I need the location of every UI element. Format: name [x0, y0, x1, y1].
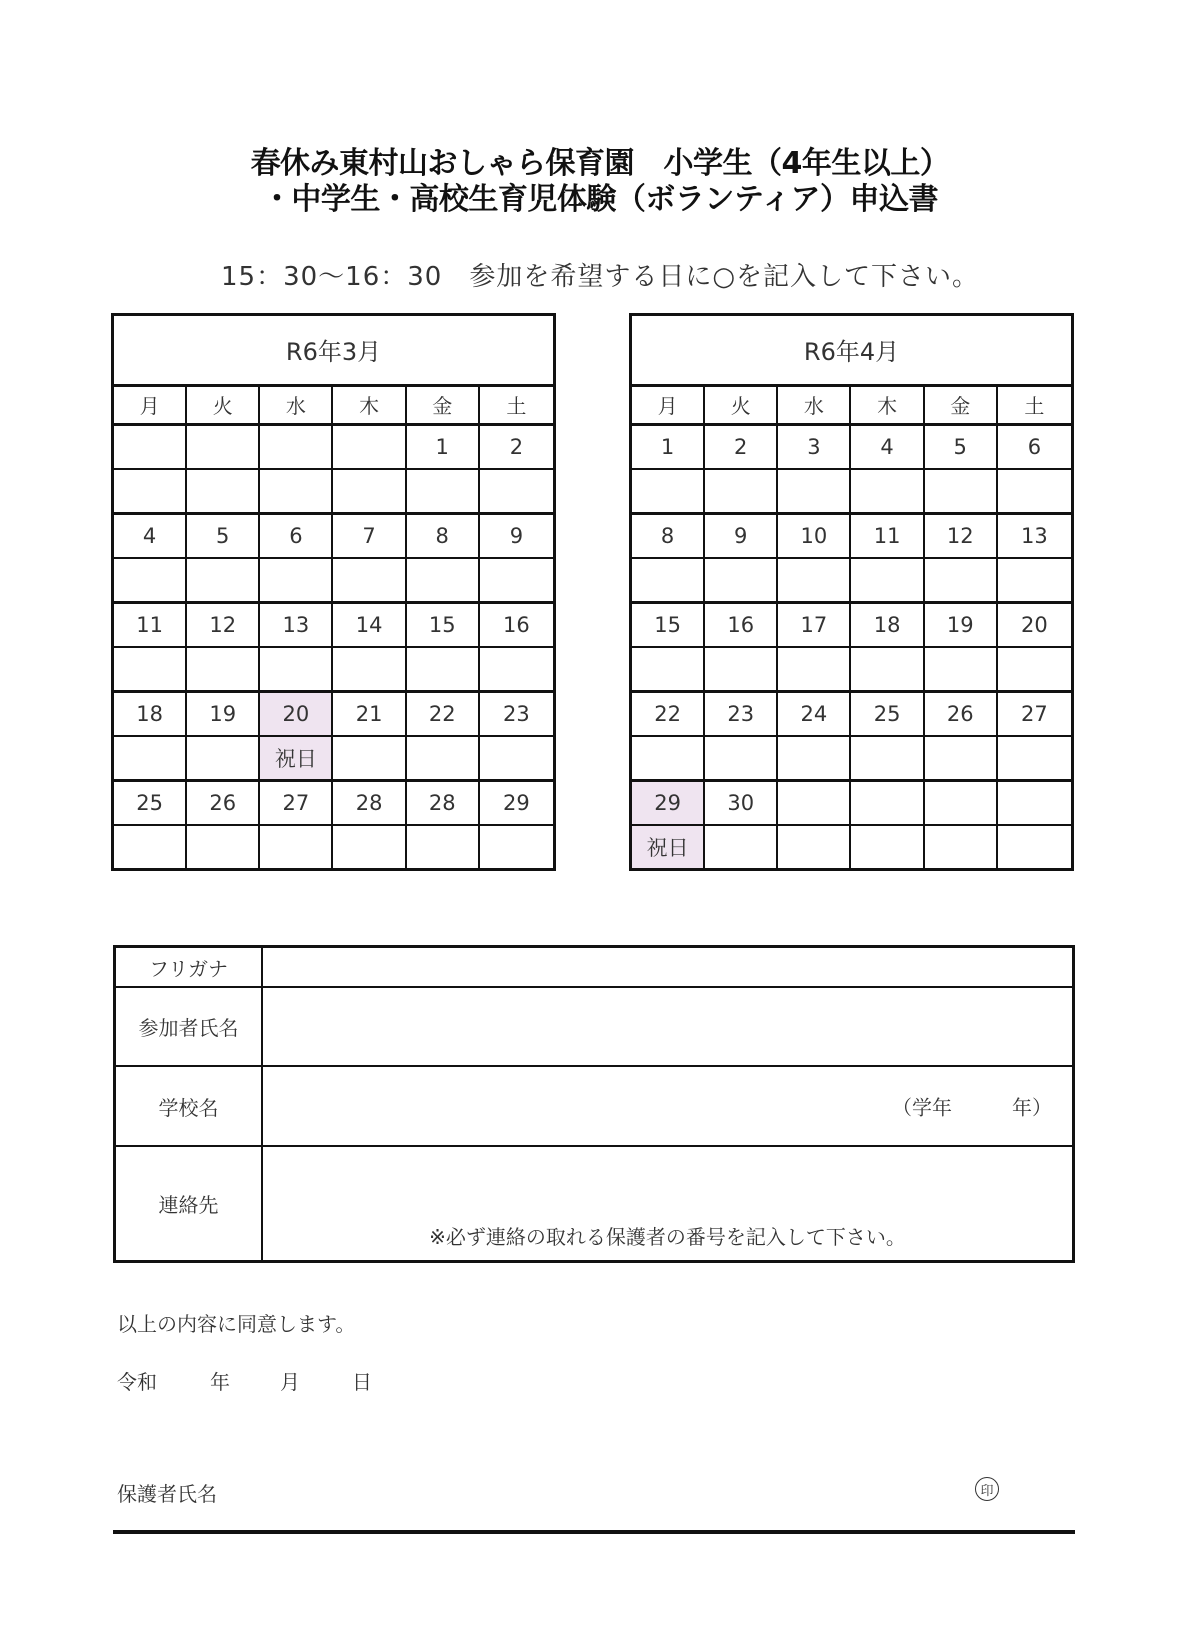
day-mark-cell[interactable] — [705, 737, 778, 779]
day-number: 16 — [503, 613, 530, 637]
day-number: 13 — [1021, 524, 1048, 548]
school-row — [116, 1067, 1072, 1147]
day-mark-cell[interactable] — [407, 826, 480, 868]
day-number: 1 — [407, 426, 480, 468]
day-number: 2 — [509, 435, 524, 459]
day-number: 27 — [260, 782, 333, 824]
day-number: 12 — [925, 515, 998, 557]
weekday-header — [114, 387, 553, 426]
calendar-week — [114, 426, 553, 515]
weekday-label: 金 — [407, 387, 480, 423]
day-mark-cell[interactable] — [851, 737, 924, 779]
calendar-week — [114, 515, 553, 604]
day-number: 28 — [333, 782, 406, 824]
weekday-label: 火 — [187, 387, 260, 423]
day-number: 24 — [778, 693, 851, 735]
weekday-label: 月 — [632, 387, 705, 423]
day-number: 17 — [778, 604, 851, 646]
day-mark-cell[interactable] — [998, 826, 1071, 868]
day-mark-cell[interactable] — [925, 470, 998, 512]
day-mark-cell[interactable] — [407, 559, 480, 601]
day-number — [778, 782, 851, 824]
day-mark-cell[interactable] — [998, 559, 1071, 601]
name-row — [116, 988, 1072, 1067]
day-mark-cell[interactable] — [260, 470, 333, 512]
day-number: 27 — [1021, 702, 1048, 726]
day-number: 7 — [333, 515, 406, 557]
school-label: 学校名 — [116, 1067, 263, 1145]
day-number: 16 — [705, 604, 778, 646]
day-number: 14 — [333, 604, 406, 646]
day-mark-cell[interactable] — [925, 826, 998, 868]
day-number: 8 — [632, 515, 705, 557]
day-mark-cell[interactable] — [705, 470, 778, 512]
weekday-label: 木 — [851, 387, 924, 423]
day-number — [260, 426, 333, 468]
day-mark-cell[interactable] — [187, 737, 260, 779]
weekday-label: 土 — [506, 394, 527, 419]
weekday-label: 金 — [925, 387, 998, 423]
day-number: 2 — [705, 426, 778, 468]
date-year-label: 年 — [210, 1370, 230, 1394]
day-mark-cell[interactable] — [778, 737, 851, 779]
day-number: 22 — [632, 693, 705, 735]
day-mark-cell[interactable] — [114, 826, 187, 868]
calendar-week — [632, 693, 1071, 782]
contact-label: 連絡先 — [116, 1147, 263, 1260]
day-mark-cell[interactable] — [333, 559, 406, 601]
calendar-week — [632, 426, 1071, 515]
day-mark-cell[interactable] — [260, 648, 333, 690]
day-number: 3 — [778, 426, 851, 468]
day-mark-cell[interactable] — [632, 559, 705, 601]
guardian-signature-line[interactable] — [113, 1530, 1075, 1534]
calendar-month-label: R6年3月 — [114, 316, 553, 387]
day-mark-cell[interactable] — [407, 470, 480, 512]
day-number: 18 — [851, 604, 924, 646]
day-number: 10 — [778, 515, 851, 557]
day-number: 6 — [1027, 435, 1042, 459]
day-mark-cell[interactable] — [705, 648, 778, 690]
day-mark-cell[interactable] — [114, 559, 187, 601]
day-number: 18 — [114, 693, 187, 735]
day-number: 22 — [407, 693, 480, 735]
day-number: 9 — [509, 524, 524, 548]
day-number: 9 — [705, 515, 778, 557]
weekday-label: 水 — [778, 387, 851, 423]
form-title-line2: ・中学生・高校生育児体験（ボランティア）申込書 — [261, 182, 939, 217]
weekday-label: 火 — [705, 387, 778, 423]
day-mark-cell[interactable] — [333, 470, 406, 512]
contact-field[interactable] — [263, 1147, 1072, 1260]
day-mark-cell[interactable] — [632, 648, 705, 690]
day-number — [187, 426, 260, 468]
day-number: 21 — [333, 693, 406, 735]
day-number: 11 — [851, 515, 924, 557]
day-number — [998, 782, 1071, 824]
contact-note: ※必ず連絡の取れる保護者の番号を記入して下さい。 — [429, 1225, 906, 1249]
day-number: 19 — [925, 604, 998, 646]
calendar-month-label: R6年4月 — [632, 316, 1071, 387]
day-number: 26 — [925, 693, 998, 735]
day-mark-cell[interactable] — [778, 470, 851, 512]
date-month-label: 月 — [280, 1370, 300, 1394]
day-number: 13 — [260, 604, 333, 646]
day-mark-cell[interactable] — [998, 737, 1071, 779]
day-number: 29 — [632, 782, 705, 824]
day-mark-cell[interactable] — [187, 559, 260, 601]
day-mark-cell[interactable] — [778, 826, 851, 868]
date-day-label: 日 — [352, 1370, 372, 1394]
day-mark-cell[interactable] — [998, 470, 1071, 512]
day-mark-cell[interactable] — [778, 648, 851, 690]
day-number: 15 — [632, 604, 705, 646]
day-mark-cell[interactable] — [851, 470, 924, 512]
day-number — [851, 782, 924, 824]
furigana-row — [116, 948, 1072, 988]
day-mark-cell[interactable] — [851, 648, 924, 690]
day-mark-cell[interactable]: 祝日 — [260, 737, 333, 779]
weekday-label: 土 — [1024, 394, 1045, 419]
participant-name-label: 参加者氏名 — [116, 988, 263, 1065]
day-mark-cell[interactable] — [705, 559, 778, 601]
day-number: 26 — [187, 782, 260, 824]
day-number: 25 — [114, 782, 187, 824]
day-mark-cell[interactable] — [632, 737, 705, 779]
day-number: 4 — [851, 426, 924, 468]
day-number: 20 — [260, 693, 333, 735]
day-number: 30 — [705, 782, 778, 824]
weekday-header — [632, 387, 1071, 426]
day-mark-cell[interactable] — [114, 648, 187, 690]
day-mark-cell[interactable] — [480, 826, 553, 868]
day-number — [925, 782, 998, 824]
contact-row — [116, 1147, 1072, 1260]
day-mark-cell[interactable] — [407, 648, 480, 690]
day-number: 19 — [187, 693, 260, 735]
calendar-week — [632, 604, 1071, 693]
day-mark-cell[interactable] — [114, 737, 187, 779]
day-mark-cell[interactable] — [260, 826, 333, 868]
day-number: 6 — [260, 515, 333, 557]
day-mark-cell[interactable] — [480, 648, 553, 690]
day-mark-cell[interactable]: 祝日 — [632, 826, 705, 868]
day-mark-cell[interactable] — [851, 826, 924, 868]
participant-name-field[interactable] — [263, 988, 1072, 1065]
school-field[interactable] — [263, 1067, 1072, 1145]
calendar-april — [629, 313, 1074, 871]
day-number: 15 — [407, 604, 480, 646]
day-mark-cell[interactable] — [998, 648, 1071, 690]
consent-text: 以上の内容に同意します。 — [117, 1312, 356, 1336]
day-number: 5 — [925, 426, 998, 468]
calendar-week — [114, 693, 553, 782]
calendar-week — [114, 604, 553, 693]
day-mark-cell[interactable] — [333, 648, 406, 690]
day-number: 4 — [114, 515, 187, 557]
day-number: 29 — [503, 791, 530, 815]
day-mark-cell[interactable] — [333, 737, 406, 779]
seal-icon: 印 — [975, 1477, 999, 1501]
furigana-field[interactable] — [263, 948, 1072, 986]
day-mark-cell[interactable] — [187, 648, 260, 690]
day-mark-cell[interactable] — [480, 737, 553, 779]
day-mark-cell[interactable] — [114, 470, 187, 512]
day-number: 23 — [503, 702, 530, 726]
day-mark-cell[interactable] — [187, 470, 260, 512]
day-mark-cell[interactable] — [480, 470, 553, 512]
calendar-march — [111, 313, 556, 871]
calendar-week — [114, 782, 553, 868]
day-number: 23 — [705, 693, 778, 735]
weekday-label: 月 — [114, 387, 187, 423]
day-number: 28 — [407, 782, 480, 824]
grade-text: （学年 年） — [892, 1095, 1052, 1120]
day-number — [114, 426, 187, 468]
day-mark-cell[interactable] — [925, 559, 998, 601]
day-number: 25 — [851, 693, 924, 735]
day-mark-cell[interactable] — [851, 559, 924, 601]
applicant-form — [113, 945, 1075, 1263]
instruction-text: 15：30〜16：30 参加を希望する日に○を記入して下さい。 — [220, 262, 980, 292]
day-number: 5 — [187, 515, 260, 557]
furigana-label: フリガナ — [116, 948, 263, 986]
day-mark-cell[interactable] — [925, 648, 998, 690]
day-number: 12 — [187, 604, 260, 646]
day-number: 20 — [1021, 613, 1048, 637]
date-era: 令和 — [117, 1370, 157, 1394]
day-mark-cell[interactable] — [925, 737, 998, 779]
day-number: 8 — [407, 515, 480, 557]
day-mark-cell[interactable] — [260, 559, 333, 601]
day-mark-cell[interactable] — [480, 559, 553, 601]
day-number: 11 — [114, 604, 187, 646]
guardian-name-label: 保護者氏名 — [117, 1482, 217, 1506]
day-mark-cell[interactable] — [333, 826, 406, 868]
weekday-label: 木 — [333, 387, 406, 423]
day-mark-cell[interactable] — [705, 826, 778, 868]
form-title-line1: 春休み東村山おしゃら保育園 小学生（4年生以上） — [250, 146, 950, 181]
weekday-label: 水 — [260, 387, 333, 423]
day-mark-cell[interactable] — [632, 470, 705, 512]
day-number — [333, 426, 406, 468]
day-mark-cell[interactable] — [407, 737, 480, 779]
calendar-week — [632, 782, 1071, 868]
calendar-week — [632, 515, 1071, 604]
day-mark-cell[interactable] — [187, 826, 260, 868]
day-number: 1 — [632, 426, 705, 468]
day-mark-cell[interactable] — [778, 559, 851, 601]
